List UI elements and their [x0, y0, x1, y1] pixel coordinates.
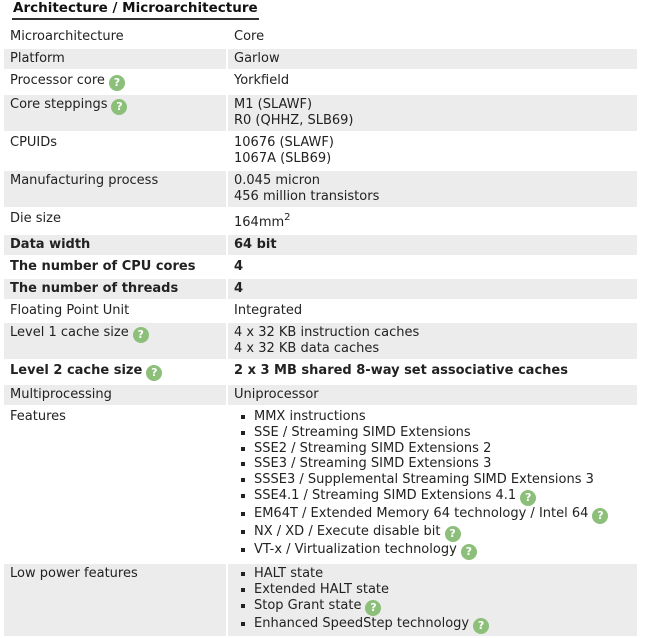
help-icon[interactable]: ? [146, 365, 162, 381]
row-multiprocessing [4, 385, 637, 405]
help-icon[interactable]: ? [133, 327, 149, 343]
features-list [234, 409, 631, 560]
row-features [4, 407, 637, 562]
row-value: 2 x 3 MB shared 8-way set associative caches [228, 361, 637, 383]
list-item: SSE2 / Streaming SIMD Extensions 2 [254, 441, 631, 457]
list-item: Enhanced SpeedStep technology ? [254, 616, 631, 634]
row-value-line: 4 x 32 KB data caches [234, 341, 380, 356]
row-label: Processor core [10, 73, 105, 88]
row-value: Yorkfield [228, 71, 637, 93]
unit-superscript: 2 [284, 212, 291, 223]
row-value-line: M1 (SLAWF) [234, 97, 313, 112]
list-item: MMX instructions [254, 409, 631, 425]
list-item: Extended HALT state [254, 582, 631, 598]
list-item: EM64T / Extended Memory 64 technology / Intel 64 ? [254, 506, 631, 524]
row-label: Multiprocessing [4, 385, 226, 405]
row-value-line: 4 x 32 KB instruction caches [234, 325, 420, 340]
row-processor-core [4, 71, 637, 93]
list-item: SSE3 / Streaming SIMD Extensions 3 [254, 456, 631, 472]
row-label: The number of CPU cores [4, 257, 226, 277]
section-heading: Architecture / Microarchitecture [12, 0, 259, 20]
row-value-line: 0.045 micron [234, 173, 321, 188]
help-icon[interactable]: ? [109, 75, 125, 91]
row-label: Features [4, 407, 226, 562]
row-core-steppings [4, 95, 637, 131]
list-item: Stop Grant state ? [254, 598, 631, 616]
help-icon[interactable]: ? [473, 618, 489, 634]
row-microarchitecture [4, 27, 637, 47]
row-value: Core [228, 27, 637, 47]
row-label: Floating Point Unit [4, 301, 226, 321]
row-value-line: 456 million transistors [234, 189, 380, 204]
row-data-width [4, 235, 637, 255]
row-manufacturing-process [4, 171, 637, 207]
help-icon[interactable]: ? [461, 544, 477, 560]
row-value: 4 [228, 257, 637, 277]
row-value: Garlow [228, 49, 637, 69]
row-label: CPUIDs [4, 133, 226, 169]
row-fpu [4, 301, 637, 321]
row-level2-cache [4, 361, 637, 383]
list-item: SSE4.1 / Streaming SIMD Extensions 4.1 ? [254, 488, 631, 506]
row-level1-cache [4, 323, 637, 359]
row-value: 64 bit [228, 235, 637, 255]
row-value: 164mm [234, 215, 285, 230]
row-threads [4, 279, 637, 299]
row-label: Level 1 cache size [10, 325, 129, 340]
help-icon[interactable]: ? [365, 600, 381, 616]
row-label: Level 2 cache size [10, 363, 143, 378]
row-label: The number of threads [4, 279, 226, 299]
row-platform [4, 49, 637, 69]
spec-table [4, 25, 637, 638]
list-item: NX / XD / Execute disable bit ? [254, 524, 631, 542]
list-item: VT-x / Virtualization technology ? [254, 542, 631, 560]
help-icon[interactable]: ? [592, 508, 608, 524]
row-label: Manufacturing process [4, 171, 226, 207]
low-power-list [234, 566, 631, 634]
row-label: Die size [4, 209, 226, 233]
row-low-power-features [4, 564, 637, 636]
row-die-size [4, 209, 637, 233]
help-icon[interactable]: ? [111, 99, 127, 115]
row-label: Microarchitecture [4, 27, 226, 47]
row-value-line: R0 (QHHZ, SLB69) [234, 113, 354, 128]
row-label: Core steppings [10, 97, 108, 112]
row-label: Low power features [4, 564, 226, 636]
row-cpu-cores [4, 257, 637, 277]
list-item: SSSE3 / Supplemental Streaming SIMD Extensions 3 [254, 472, 631, 488]
row-value: 4 [228, 279, 637, 299]
row-value-line: 10676 (SLAWF) [234, 135, 334, 150]
list-item: SSE / Streaming SIMD Extensions [254, 425, 631, 441]
row-value-line: 1067A (SLB69) [234, 151, 332, 166]
row-label: Data width [4, 235, 226, 255]
row-value: Uniprocessor [228, 385, 637, 405]
list-item: HALT state [254, 566, 631, 582]
help-icon[interactable]: ? [445, 526, 461, 542]
row-value: Integrated [228, 301, 637, 321]
help-icon[interactable]: ? [520, 490, 536, 506]
row-label: Platform [4, 49, 226, 69]
row-cpuids [4, 133, 637, 169]
